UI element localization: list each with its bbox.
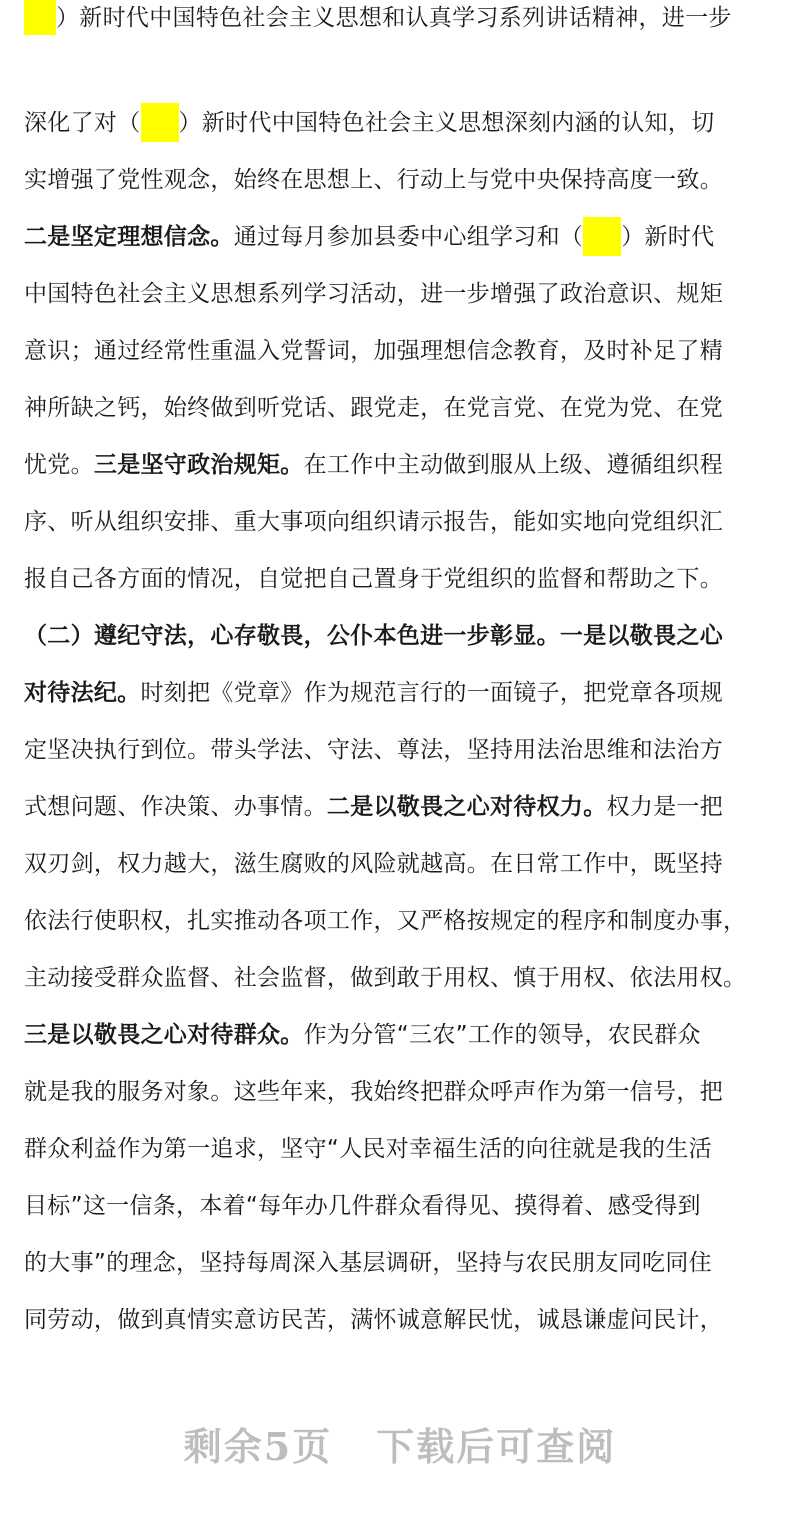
- line-text: 同劳动，做到真情实意访民苦，满怀诚意解民忧，诚恳谦虚问民计，: [24, 1307, 723, 1333]
- line-text: 依法行使职权，扎实推动各项工作，又严格按规定的程序和制度办事，: [24, 908, 747, 934]
- remaining-pages-text[interactable]: 剩余5页: [183, 1424, 333, 1469]
- line-text: 实增强了党性观念，始终在思想上、行动上与党中央保持高度一致。: [24, 167, 723, 193]
- paragraph-line: [24, 160, 784, 200]
- paragraph-line: [24, 616, 784, 656]
- bold-heading: 三是坚守政治规矩。: [93, 452, 304, 478]
- paragraph-line: [24, 0, 784, 38]
- line-text: 目标”这一信条，本着“每年办几件群众看得见、摸得着、感受得到: [24, 1193, 701, 1219]
- line-text: 的大事”的理念，坚持每周深入基层调研，坚持与农民朋友同吃同住: [24, 1250, 712, 1276]
- paragraph-line: [24, 901, 784, 941]
- paragraph-line: [24, 502, 784, 542]
- paragraph-line: [24, 958, 784, 998]
- line-text: 神所缺之钙，始终做到听党话、跟党走，在党言党、在党为党、在党: [24, 395, 723, 421]
- line-text: 就是我的服务对象。这些年来，我始终把群众呼声作为第一信号，把: [24, 1079, 723, 1105]
- paragraph-line: [24, 673, 784, 713]
- bold-heading: 三是以敬畏之心对待群众。: [24, 1022, 304, 1048]
- line-text: ）新时代: [621, 224, 715, 250]
- line-text: 通过每月参加县委中心组学习和（: [233, 224, 584, 250]
- line-text: 序、听从组织安排、重大事项向组织请示报告，能如实地向党组织汇: [24, 509, 723, 535]
- download-prompt[interactable]: [0, 1416, 800, 1472]
- line-text: 式想问题、作决策、办事情。: [24, 794, 327, 820]
- paragraph-line: [24, 388, 784, 428]
- paragraph-line: [24, 103, 784, 143]
- paragraph-line: [24, 1186, 784, 1226]
- line-text: 主动接受群众监督、社会监督，做到敢于用权、慎于用权、依法用权。: [24, 965, 747, 991]
- line-text: ）新时代中国特色社会主义思想深刻内涵的认知，切: [178, 110, 715, 136]
- line-text: 在工作中主动做到服从上级、遵循组织程: [303, 452, 724, 478]
- line-text: 深化了对（: [24, 110, 141, 136]
- line-text: 报自己各方面的情况，自觉把自己置身于党组织的监督和帮助之下。: [24, 566, 723, 592]
- paragraph-line: [24, 1243, 784, 1283]
- paragraph-line: [24, 559, 784, 599]
- line-text: 权力是一把: [606, 794, 724, 820]
- line-text: ）新时代中国特色社会主义思想和认真学习系列讲话精神，进一步: [56, 5, 732, 31]
- line-text: 忧党。: [24, 452, 94, 478]
- line-text: 意识；通过经常性重温入党誓词，加强理想信念教育，及时补足了精: [24, 338, 723, 364]
- paragraph-line: [24, 217, 784, 257]
- highlight-blank: [583, 217, 621, 256]
- paragraph-line: [24, 844, 784, 884]
- paragraph-line: [24, 730, 784, 770]
- highlight-blank: [141, 103, 179, 142]
- line-text: 时刻把《党章》作为规范言行的一面镜子，把党章各项规: [140, 680, 723, 706]
- paragraph-line: [24, 331, 784, 371]
- paragraph-line: [24, 1129, 784, 1169]
- bold-heading: 二是以敬畏之心对待权力。: [326, 794, 607, 820]
- line-text: 作为分管“三农”工作的领导，农民群众: [303, 1022, 701, 1048]
- paragraph-line: [24, 445, 784, 485]
- paragraph-line: [24, 1015, 784, 1055]
- bold-heading: 对待法纪。: [24, 680, 141, 706]
- bold-heading: 二是坚定理想信念。: [24, 224, 234, 250]
- download-to-read-text[interactable]: 下载后可查阅: [376, 1424, 617, 1469]
- paragraph-line: [24, 787, 784, 827]
- section-heading: （二）遵纪守法，心存敬畏，公仆本色进一步彰显。一是以敬畏之心: [24, 623, 723, 649]
- paragraph-line: [24, 1300, 784, 1340]
- line-text: 双刃剑，权力越大，滋生腐败的风险就越高。在日常工作中，既坚持: [24, 851, 723, 877]
- paragraph-line: [24, 274, 784, 314]
- line-text: 中国特色社会主义思想系列学习活动，进一步增强了政治意识、规矩: [24, 281, 723, 307]
- paragraph-line: [24, 1072, 784, 1112]
- line-text: 定坚决执行到位。带头学法、守法、尊法，坚持用法治思维和法治方: [24, 737, 723, 763]
- line-text: 群众利益作为第一追求，坚守“人民对幸福生活的向往就是我的生活: [24, 1136, 712, 1162]
- highlight-blank: [24, 0, 56, 35]
